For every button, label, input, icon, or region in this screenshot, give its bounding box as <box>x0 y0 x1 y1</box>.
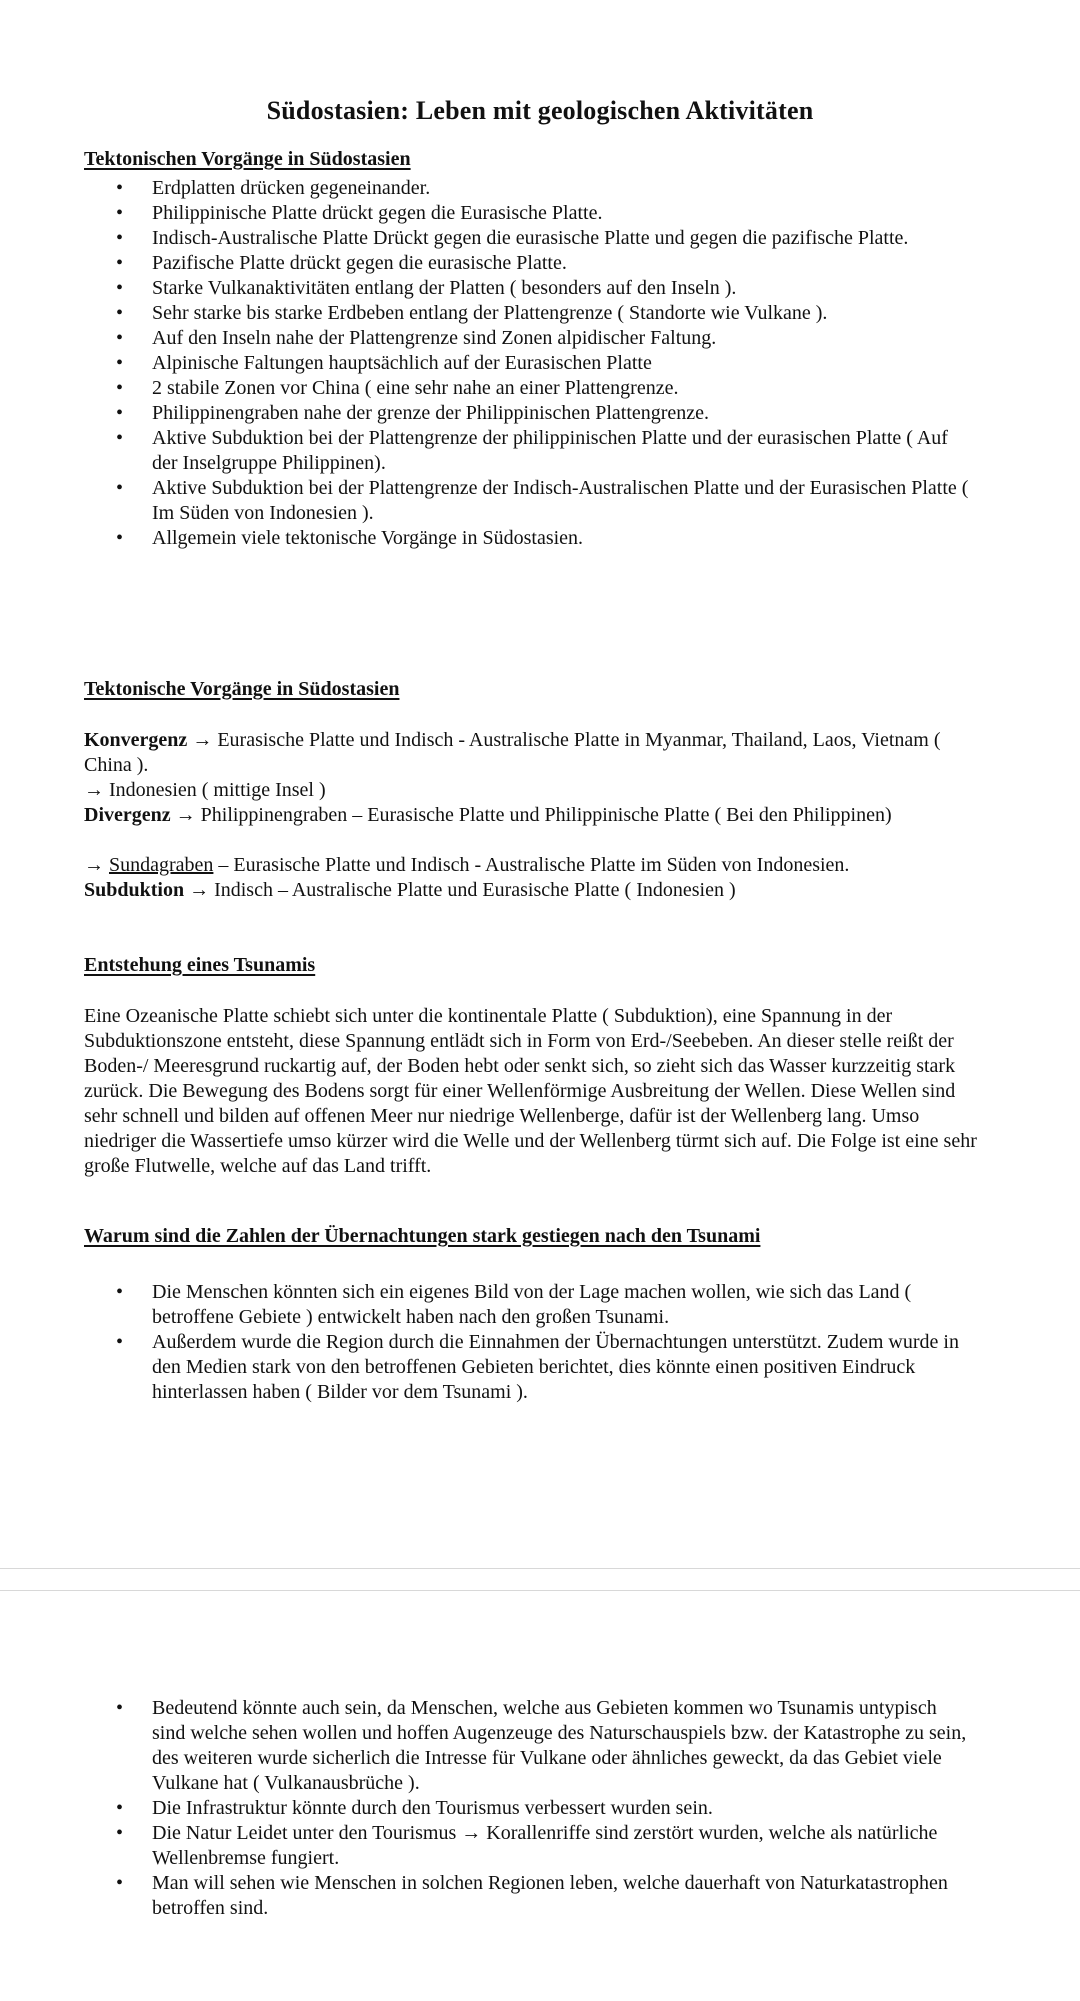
sundagraben-label: Sundagraben <box>109 854 214 876</box>
page-title: Südostasien: Leben mit geologischen Aktivitäten <box>266 96 814 125</box>
list-item: • Auf den Inseln nahe der Plattengrenze sind Zonen alpidischer Faltung. <box>110 326 970 351</box>
tsunami-paragraph: Eine Ozeanische Platte schiebt sich unter die kontinentale Platte ( Subduktion), eine Spannung in der Subduktionszone entsteht, diese Spannung entlädt sich in Form von Erd-/Seebeben. An dieser stelle reißt der Boden-/ Meeresgrund ruckartig auf, der Boden hebt oder senkt sich, so zieht sich das Wasser kurzzeitig stark zurück. Die Bewegung des Bodens sorgt für einer Wellenförmige Ausbreitung der Wellen. Diese Wellen sind sehr schnell und bilden auf offenen Meer nur niedrige Wellenberge, dafür ist der Wellenberg lang. Umso niedriger die Wassertiefe umso kürzer wird die Welle und der Wellenberg türmt sich auf. Die Folge ist eine sehr große Flutwelle, welche auf das Land trifft. <box>84 1005 977 1177</box>
list-item: • Philippinengraben nahe der grenze der Philippinischen Plattengrenze. <box>110 401 970 426</box>
subduktion-label: Subduktion <box>84 879 185 901</box>
section-heading-tektonik-2: Tektonische Vorgänge in Südostasien <box>84 678 400 700</box>
divergenz-line <box>84 803 984 828</box>
section-heading-tektonik-1: Tektonischen Vorgänge in Südostasien <box>84 148 411 170</box>
divergenz-label: Divergenz <box>84 804 171 826</box>
list-item: • Sehr starke bis starke Erdbeben entlang der Plattengrenze ( Standorte wie Vulkane ). <box>110 301 970 326</box>
list-item: • Man will sehen wie Menschen in solchen Regionen leben, welche dauerhaft von Naturkatastrophen betroffen sind. <box>110 1871 970 1921</box>
subduktion-text: → Indisch – Australische Platte und Eurasische Platte ( Indonesien ) <box>184 879 736 901</box>
subduktion-line <box>84 878 984 903</box>
list-item: • Die Menschen könnten sich ein eigenes Bild von der Lage machen wollen, wie sich das Land ( betroffene Gebiete ) entwickelt haben nach den großen Tsunami. <box>110 1280 970 1330</box>
continuation-bullet-list <box>110 1696 970 1921</box>
list-item: • Die Natur Leidet unter den Tourismus → Korallenriffe sind zerstört wurden, welche als natürliche Wellenbremse fungiert. <box>110 1821 970 1871</box>
list-item: • Alpinische Faltungen hauptsächlich auf der Eurasischen Platte <box>110 351 970 376</box>
list-item: • Erdplatten drücken gegeneinander. <box>110 176 970 201</box>
list-item: • Philippinische Platte drückt gegen die Eurasische Platte. <box>110 201 970 226</box>
sunda-arrow: → <box>84 854 109 876</box>
list-item: • Aktive Subduktion bei der Plattengrenze der Indisch-Australischen Platte und der Eurasischen Platte ( Im Süden von Indonesien ). <box>110 476 970 526</box>
list-item: • Aktive Subduktion bei der Plattengrenze der philippinischen Platte und der eurasischen Platte ( Auf der Inselgruppe Philippinen). <box>110 426 970 476</box>
list-item: • Indisch-Australische Platte Drückt gegen die eurasische Platte und gegen die pazifische Platte. <box>110 226 970 251</box>
list-item: • Die Infrastruktur könnte durch den Tourismus verbessert wurden sein. <box>110 1796 970 1821</box>
list-item: • Starke Vulkanaktivitäten entlang der Platten ( besonders auf den Inseln ). <box>110 276 970 301</box>
konvergenz-sub-line: → Indonesien ( mittige Insel ) <box>84 779 326 801</box>
divergenz-text: → Philippinengraben – Eurasische Platte und Philippinische Platte ( Bei den Philippinen) <box>175 804 892 826</box>
uebernachtungen-bullet-list <box>110 1280 970 1405</box>
konvergenz-line <box>84 728 984 778</box>
page-divider <box>0 1568 1080 1569</box>
konvergenz-label: Konvergenz <box>84 729 188 751</box>
sundagraben-line <box>84 853 984 878</box>
section-heading-uebernachtungen: Warum sind die Zahlen der Übernachtungen stark gestiegen nach den Tsunami <box>84 1225 761 1247</box>
list-item: • 2 stabile Zonen vor China ( eine sehr nahe an einer Plattengrenze. <box>110 376 970 401</box>
tektonik-bullet-list <box>110 176 970 551</box>
list-item: • Allgemein viele tektonische Vorgänge in Südostasien. <box>110 526 970 551</box>
page-divider <box>0 1590 1080 1591</box>
section-heading-tsunami: Entstehung eines Tsunamis <box>84 954 316 976</box>
list-item: • Bedeutend könnte auch sein, da Menschen, welche aus Gebieten kommen wo Tsunamis untypisch sind welche sehen wollen und hoffen Augenzeuge des Naturschauspiels bzw. der Katastrophe zu sein, des weiteren wurde sicherlich die Intresse für Vulkane oder ähnliches geweckt, da das Gebiet viele Vulkane hat ( Vulkanausbrüche ). <box>110 1696 970 1796</box>
sundagraben-text: – Eurasische Platte und Indisch - Australische Platte im Süden von Indonesien. <box>213 854 850 876</box>
konvergenz-text: → Eurasische Platte und Indisch - Australische Platte in Myanmar, Thailand, Laos, Vietnam ( China ). <box>84 729 941 776</box>
list-item: • Pazifische Platte drückt gegen die eurasische Platte. <box>110 251 970 276</box>
list-item: • Außerdem wurde die Region durch die Einnahmen der Übernachtungen unterstützt. Zudem wurde in den Medien stark von den betroffenen Gebieten berichtet, dies könnte einen positiven Eindruck hinterlassen haben ( Bilder vor dem Tsunami ). <box>110 1330 970 1405</box>
